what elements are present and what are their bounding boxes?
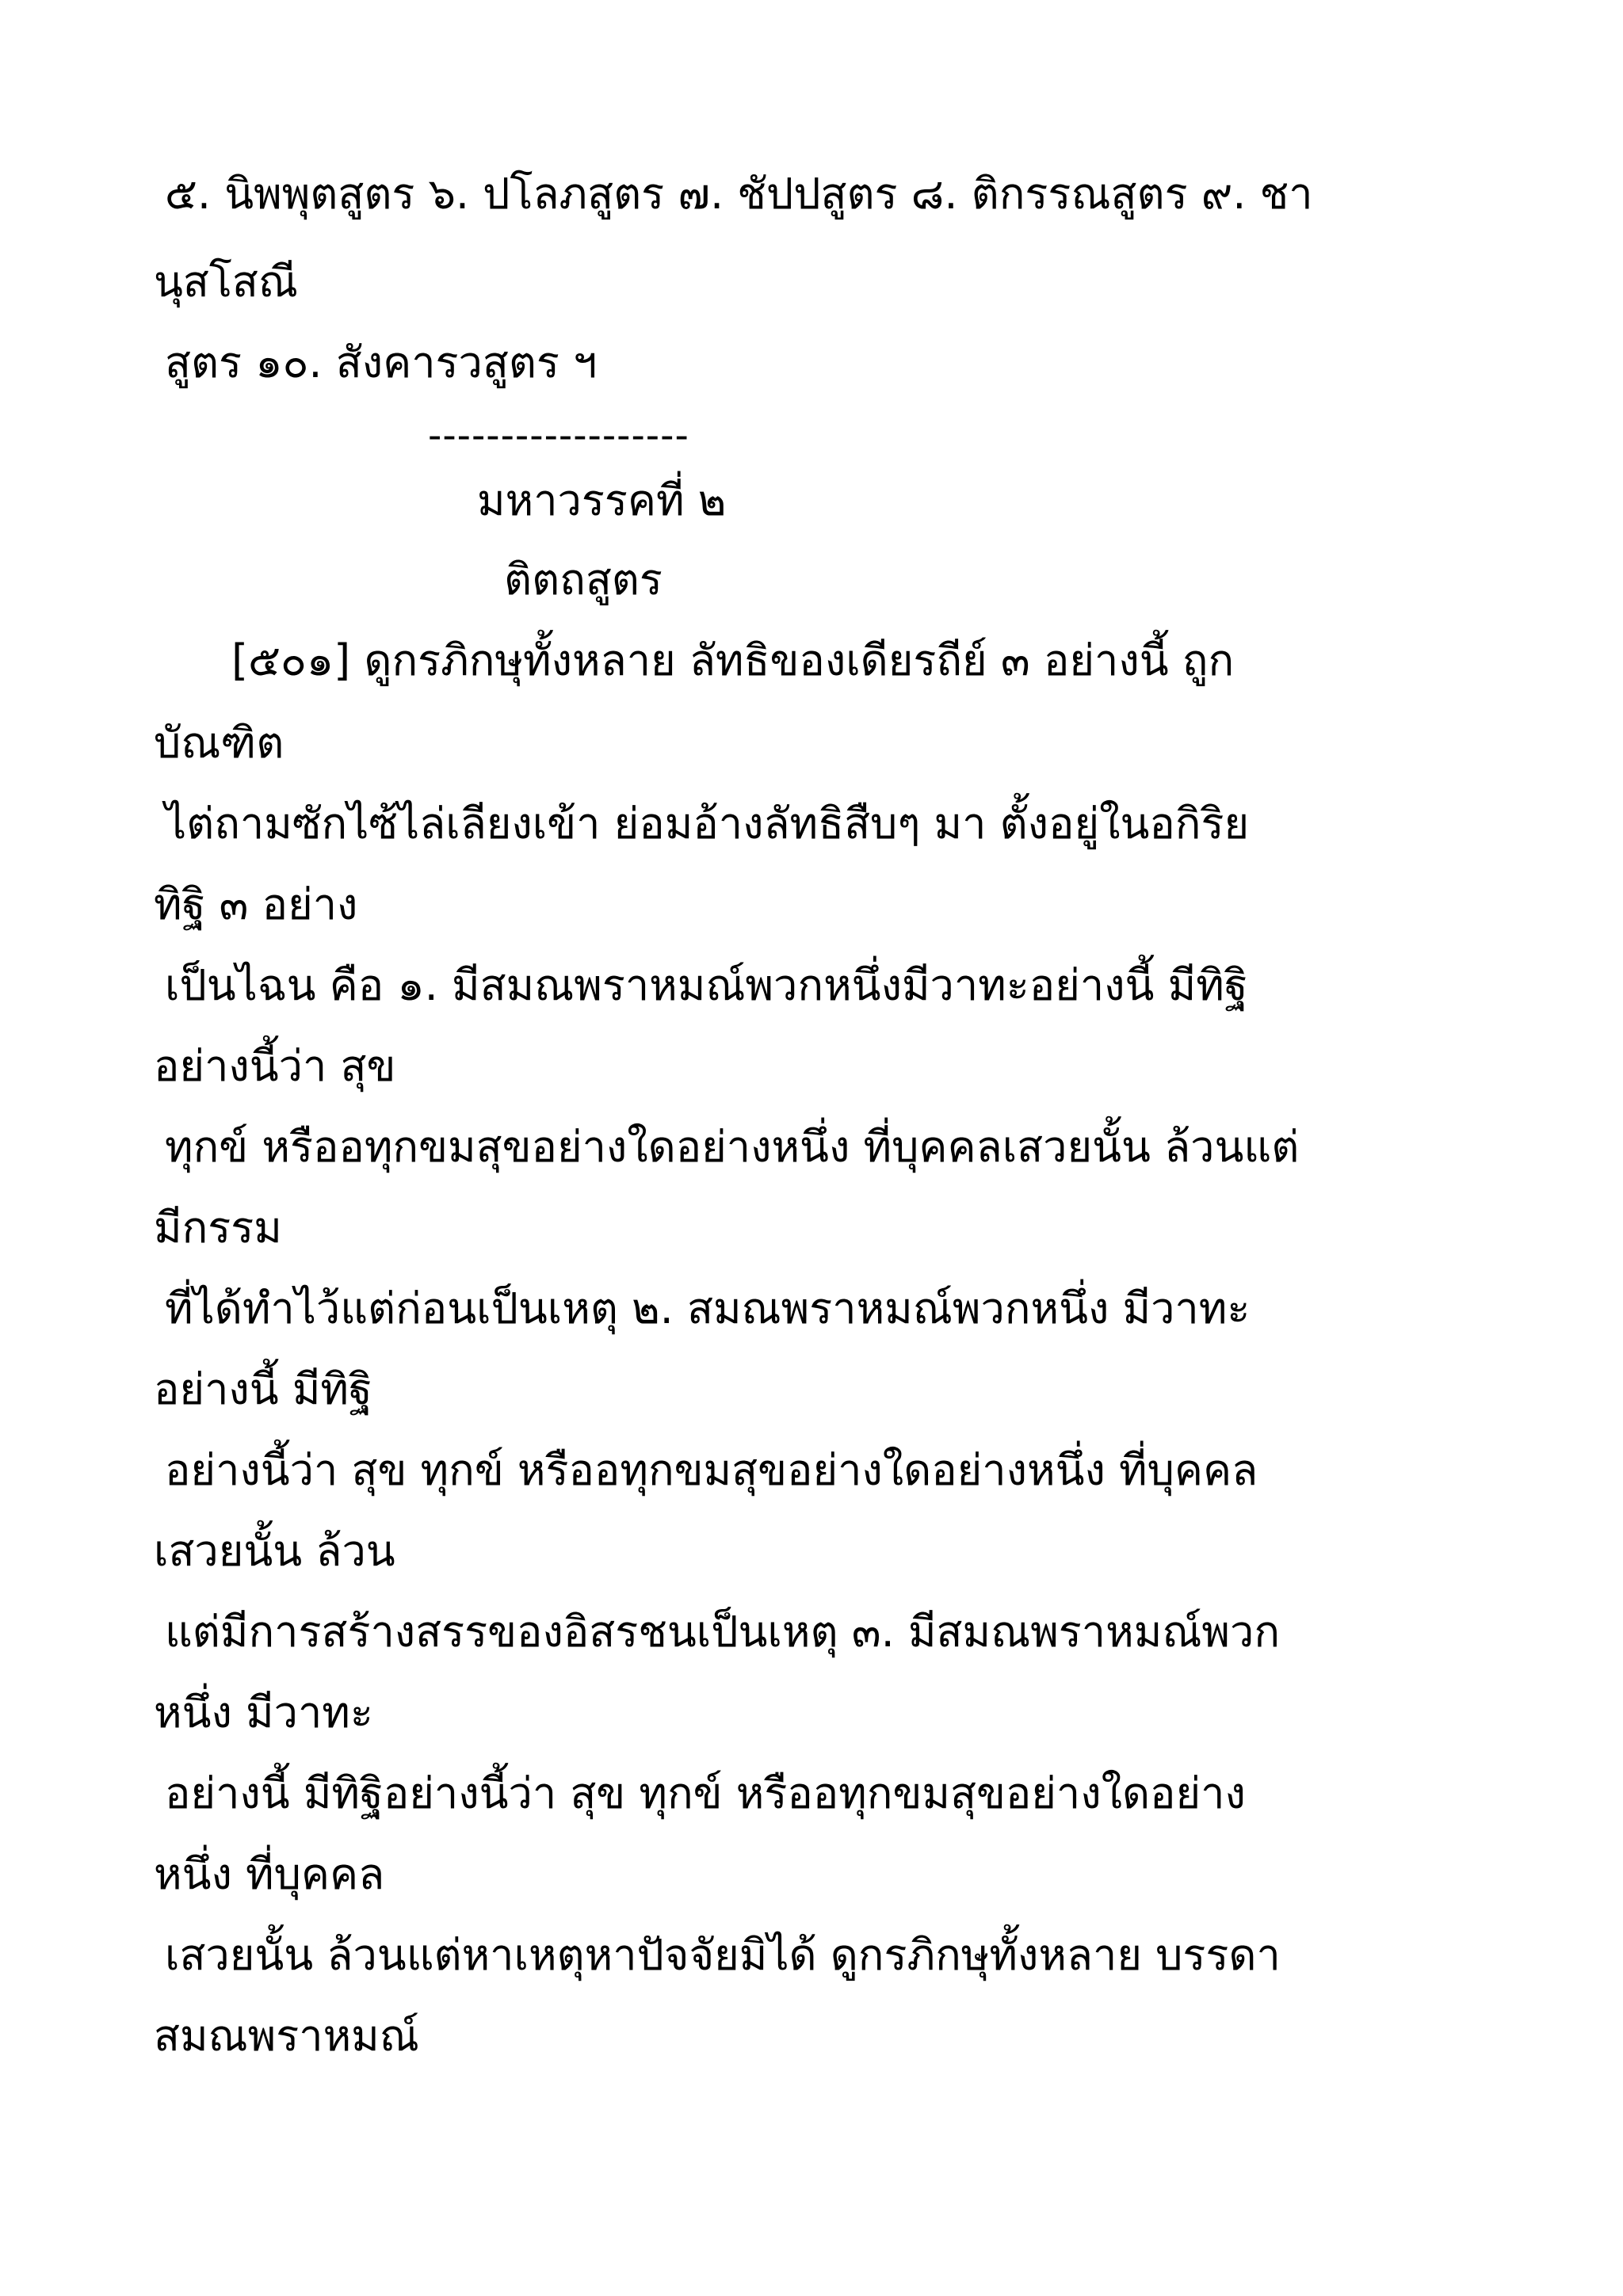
text-line-8: บัณฑิต — [154, 718, 285, 768]
section-heading: มหาวรรคที่ ๒ — [477, 475, 727, 525]
section-divider: ------------------ — [428, 414, 689, 458]
text-line-12: อย่างนี้ว่า สุข — [154, 1041, 396, 1091]
text-line-15: ที่ได้ทำไว้แต่ก่อนเป็นเหตุ ๒. สมณพราหมณ์พวกหนึ่ง มีวาทะ — [165, 1283, 1251, 1333]
text-line-22: หนึ่ง ที่บุคคล — [154, 1849, 385, 1899]
text-line-20: หนึ่ง มีวาทะ — [154, 1688, 373, 1737]
text-line-10: ทิฐิ ๓ อย่าง — [154, 879, 358, 929]
text-line-21: อย่างนี้ มีทิฐิอย่างนี้ว่า สุข ทุกข์ หรืออทุกขมสุขอย่างใดอย่าง — [165, 1768, 1246, 1818]
text-line-13: ทุกข์ หรืออทุกขมสุขอย่างใดอย่างหนึ่ง ที่บุคคลเสวยนั้น ล้วนแต่ — [165, 1122, 1300, 1172]
text-line-17: อย่างนี้ว่า สุข ทุกข์ หรืออทุกขมสุขอย่างใดอย่างหนึ่ง ที่บุคคล — [165, 1445, 1258, 1495]
text-line-7: [๕๐๑] ดูกรภิกษุทั้งหลาย ลัทธิของเดียรถีย์ ๓ อย่างนี้ ถูก — [231, 635, 1235, 685]
text-line-23: เสวยนั้น ล้วนแต่หาเหตุหาปัจจัยมิได้ ดูกรภิกษุทั้งหลาย บรรดา — [165, 1930, 1281, 1980]
text-line-14: มีกรรม — [154, 1203, 282, 1253]
text-line-18: เสวยนั้น ล้วน — [154, 1526, 395, 1576]
text-line-16: อย่างนี้ มีทิฐิ — [154, 1364, 372, 1414]
sutta-title: ติตถสูตร — [504, 555, 663, 605]
text-line-2: นุสโสณี — [154, 257, 298, 307]
text-line-11: เป็นไฉน คือ ๑. มีสมณพราหมณ์พวกหนึ่งมีวาทะอย่างนี้ มีทิฐิ — [165, 960, 1248, 1010]
text-line-19: แต่มีการสร้างสรรของอิสรชนเป็นเหตุ ๓. มีสมณพราหมณ์พวก — [165, 1607, 1281, 1657]
text-line-24: สมณพราหมณ์ — [154, 2011, 419, 2061]
text-line-3: สูตร ๑๐. สังคารวสูตร ฯ — [165, 338, 598, 387]
text-line-1: ๕. นิพพุตสูตร ๖. ปโลภสูตร ๗. ชัปปสูตร ๘. ติกรรณสูตร ๙. ชา — [165, 169, 1313, 219]
text-line-9: ไต่ถามซักไซ้ไล่เลียงเข้า ย่อมอ้างลัทธิสืบๆ มา ตั้งอยู่ในอกิริย — [165, 799, 1250, 849]
